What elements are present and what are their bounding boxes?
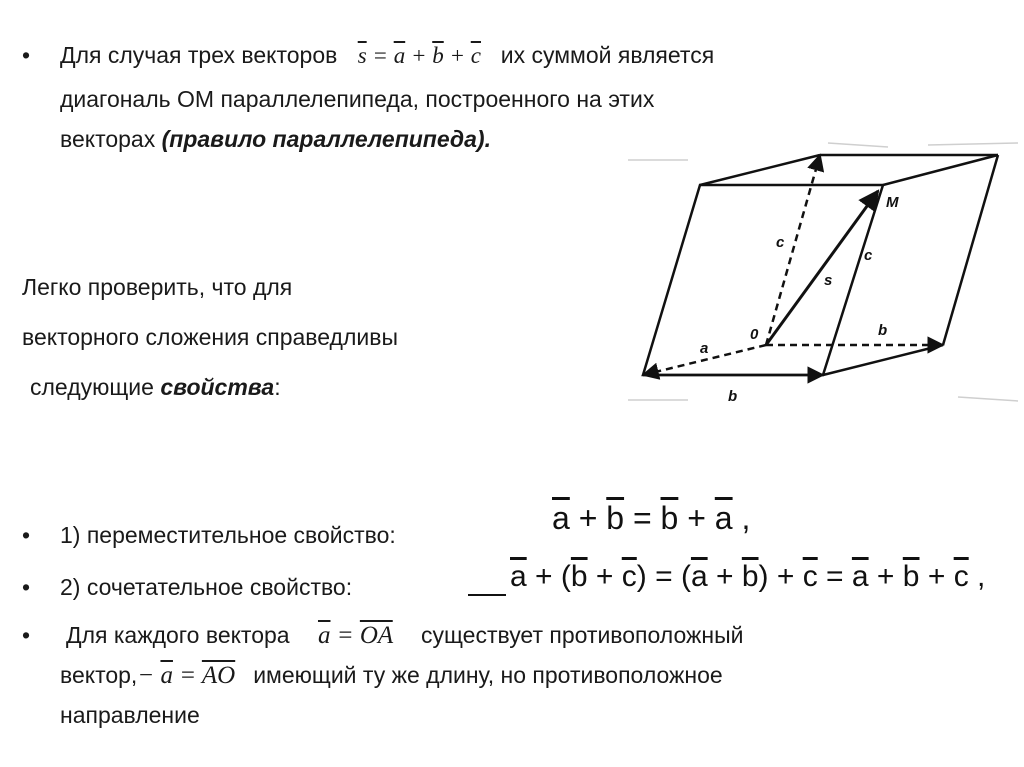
label-c-front: c <box>864 247 873 264</box>
prop1-label: 1) переместительное свойство: <box>60 522 396 548</box>
prop3-line3: направление <box>60 702 200 728</box>
bullet-dot: • <box>22 42 31 68</box>
bullet-dot: • <box>22 522 31 548</box>
label-O: 0 <box>750 326 759 343</box>
para2-line2: векторного сложения справедливы <box>22 324 398 350</box>
formula-neg-a-AO: − $\overline{a} = \overline{AO}$ <box>137 662 236 689</box>
label-a: a <box>700 340 709 357</box>
bullet-dot: • <box>22 574 31 600</box>
prop2-label: 2) сочетательное свойство: <box>60 574 353 600</box>
formula-s-sum: $\overline{s} = \overline{a} + \overline{b} + \overline{c}$ <box>357 43 481 68</box>
formula-a-OA: $\overline{a} = \overline{OA}$ <box>317 622 393 649</box>
label-M: M <box>886 194 899 211</box>
parallelepiped-figure <box>628 135 1024 420</box>
prop3-line1: Для каждого вектора $\overline{a} = \overline{OA}$ существует противоположный <box>66 622 744 649</box>
prop3-line2: вектор,− $\overline{a} = \overline{AO}$ имеющий ту же длину, но противоположное <box>60 662 723 689</box>
para2-line1: Легко проверить, что для <box>22 274 293 300</box>
para1-line1: Для случая трех векторов $\overline{s} = \overline{a} + \overline{b} + \overline{c}$ их суммой является <box>60 42 715 68</box>
label-c-back: c <box>776 234 785 251</box>
label-s: s <box>824 272 833 289</box>
bullet-dot: • <box>22 622 31 648</box>
prop2-formula: $\overline{a} + (\overline{b} + \overline{c}) = (\overline{a} + \overline{b}) + \overline{c} = \overline{a} + \overline{b} + \overline{c}$ , <box>468 560 985 596</box>
para1-line3: векторах (правило параллелепипеда). <box>60 126 491 152</box>
label-b-front: b <box>728 388 738 405</box>
prop1-formula: $\overline{a} + \overline{b} = \overline{b} + \overline{a}$ , <box>552 500 751 536</box>
label-b-back: b <box>878 322 888 339</box>
para1-line2: диагональ ОМ параллелепипеда, построенного на этих <box>60 86 655 112</box>
para2-line3: следующие свойства: <box>30 374 281 400</box>
